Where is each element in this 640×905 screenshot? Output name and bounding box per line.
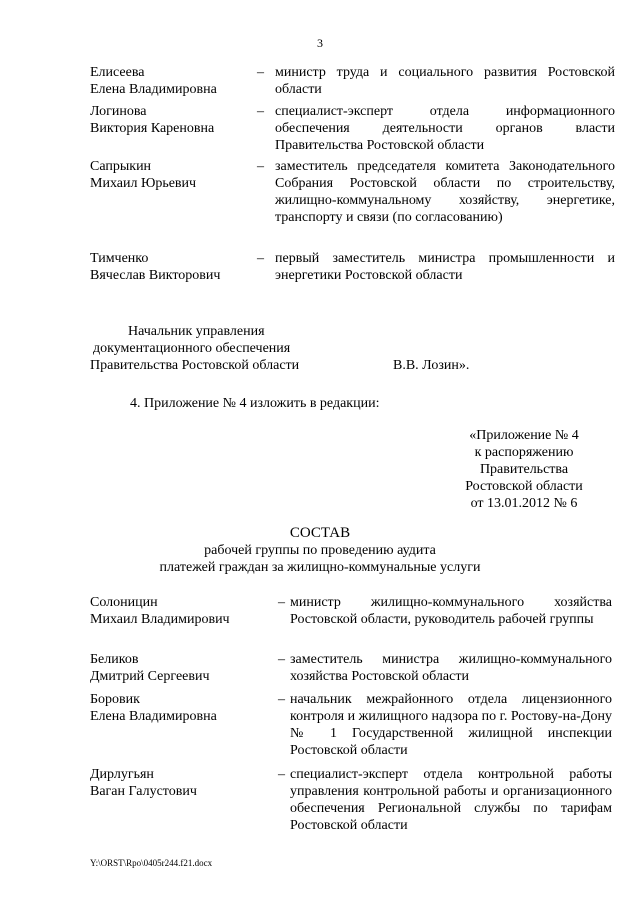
dash-separator: – (257, 159, 264, 174)
dash-separator: – (257, 251, 264, 266)
dash-separator: – (257, 65, 264, 80)
appendix-line: к распоряжению (474, 445, 574, 460)
dash-separator: – (257, 104, 264, 119)
member-name (90, 594, 265, 628)
appendix-line: «Приложение № 4 (469, 428, 579, 443)
appendix-line: Ростовской области (465, 479, 583, 494)
page-number: 3 (317, 36, 323, 50)
appendix-line: от 13.01.2012 № 6 (470, 496, 578, 511)
member-surname: Солоницин (90, 595, 158, 610)
member-position: начальник межрайонного отдела лицензионного контроля и жилищного надзора по г. Ростову-на-Дону № 1 Государственной жилищной инспекции Ростовской области (290, 692, 612, 758)
member-name (90, 158, 265, 192)
member-given-names: Ваган Галустович (90, 784, 197, 799)
dash-separator: – (278, 595, 285, 610)
dash-separator: – (278, 692, 285, 707)
signature-title-line2: документационного обеспечения (93, 341, 291, 356)
signature-title-line1: Начальник управления (128, 324, 265, 339)
member-surname: Елисеева (90, 65, 145, 80)
member-name (90, 64, 265, 98)
member-surname: Тимченко (90, 251, 149, 266)
member-given-names: Дмитрий Сергеевич (90, 669, 210, 684)
member-name (90, 103, 265, 137)
member-position: специалист-эксперт отдела контрольной работы управления контрольной работы и организационного обеспечения Региональной службы по тарифам Ростовской области (290, 767, 612, 833)
member-position: заместитель председателя комитета Законодательного Собрания Ростовской области по строительству, жилищно-коммунальному хозяйству, энергетике, транспорту и связи (по согласованию) (275, 159, 615, 225)
member-given-names: Михаил Юрьевич (90, 176, 197, 191)
composition-heading (0, 525, 640, 576)
item-4: 4. Приложение № 4 изложить в редакции: (130, 396, 380, 411)
signatory-name: В.В. Лозин». (393, 358, 470, 373)
member-surname: Сапрыкин (90, 159, 152, 174)
dash-separator: – (278, 767, 285, 782)
member-surname: Беликов (90, 652, 139, 667)
composition-title: СОСТАВ (289, 525, 351, 541)
member-position: первый заместитель министра промышленности и энергетики Ростовской области (275, 251, 615, 283)
member-given-names: Виктория Кареновна (90, 121, 215, 136)
member-position: заместитель министра жилищно-коммунального хозяйства Ростовской области (290, 652, 612, 684)
appendix-line: Правительства (479, 462, 569, 477)
member-surname: Боровик (90, 692, 140, 707)
member-name (90, 766, 265, 800)
composition-subtitle: платежей граждан за жилищно-коммунальные услуги (159, 560, 481, 575)
member-given-names: Елена Владимировна (90, 709, 217, 724)
member-given-names: Елена Владимировна (90, 82, 217, 97)
composition-subtitle: рабочей группы по проведению аудита (204, 543, 436, 558)
member-position: специалист-эксперт отдела информационного обеспечения деятельности органов власти Правительства Ростовской области (275, 104, 615, 153)
dash-separator: – (278, 652, 285, 667)
member-name (90, 250, 265, 284)
member-given-names: Вячеслав Викторович (90, 268, 221, 283)
member-position: министр жилищно-коммунального хозяйства Ростовской области, руководитель рабочей группы (290, 595, 612, 627)
appendix-header (440, 427, 608, 512)
member-surname: Логинова (90, 104, 147, 119)
signature-title-line3: Правительства Ростовской области (90, 358, 300, 373)
member-name (90, 651, 265, 685)
member-given-names: Михаил Владимирович (90, 612, 230, 627)
member-name (90, 691, 265, 725)
member-position: министр труда и социального развития Ростовской области (275, 65, 615, 97)
footer-file-path: Y:\ORST\Rpo\0405r244.f21.docx (90, 858, 213, 868)
member-surname: Дирлугьян (90, 767, 154, 782)
